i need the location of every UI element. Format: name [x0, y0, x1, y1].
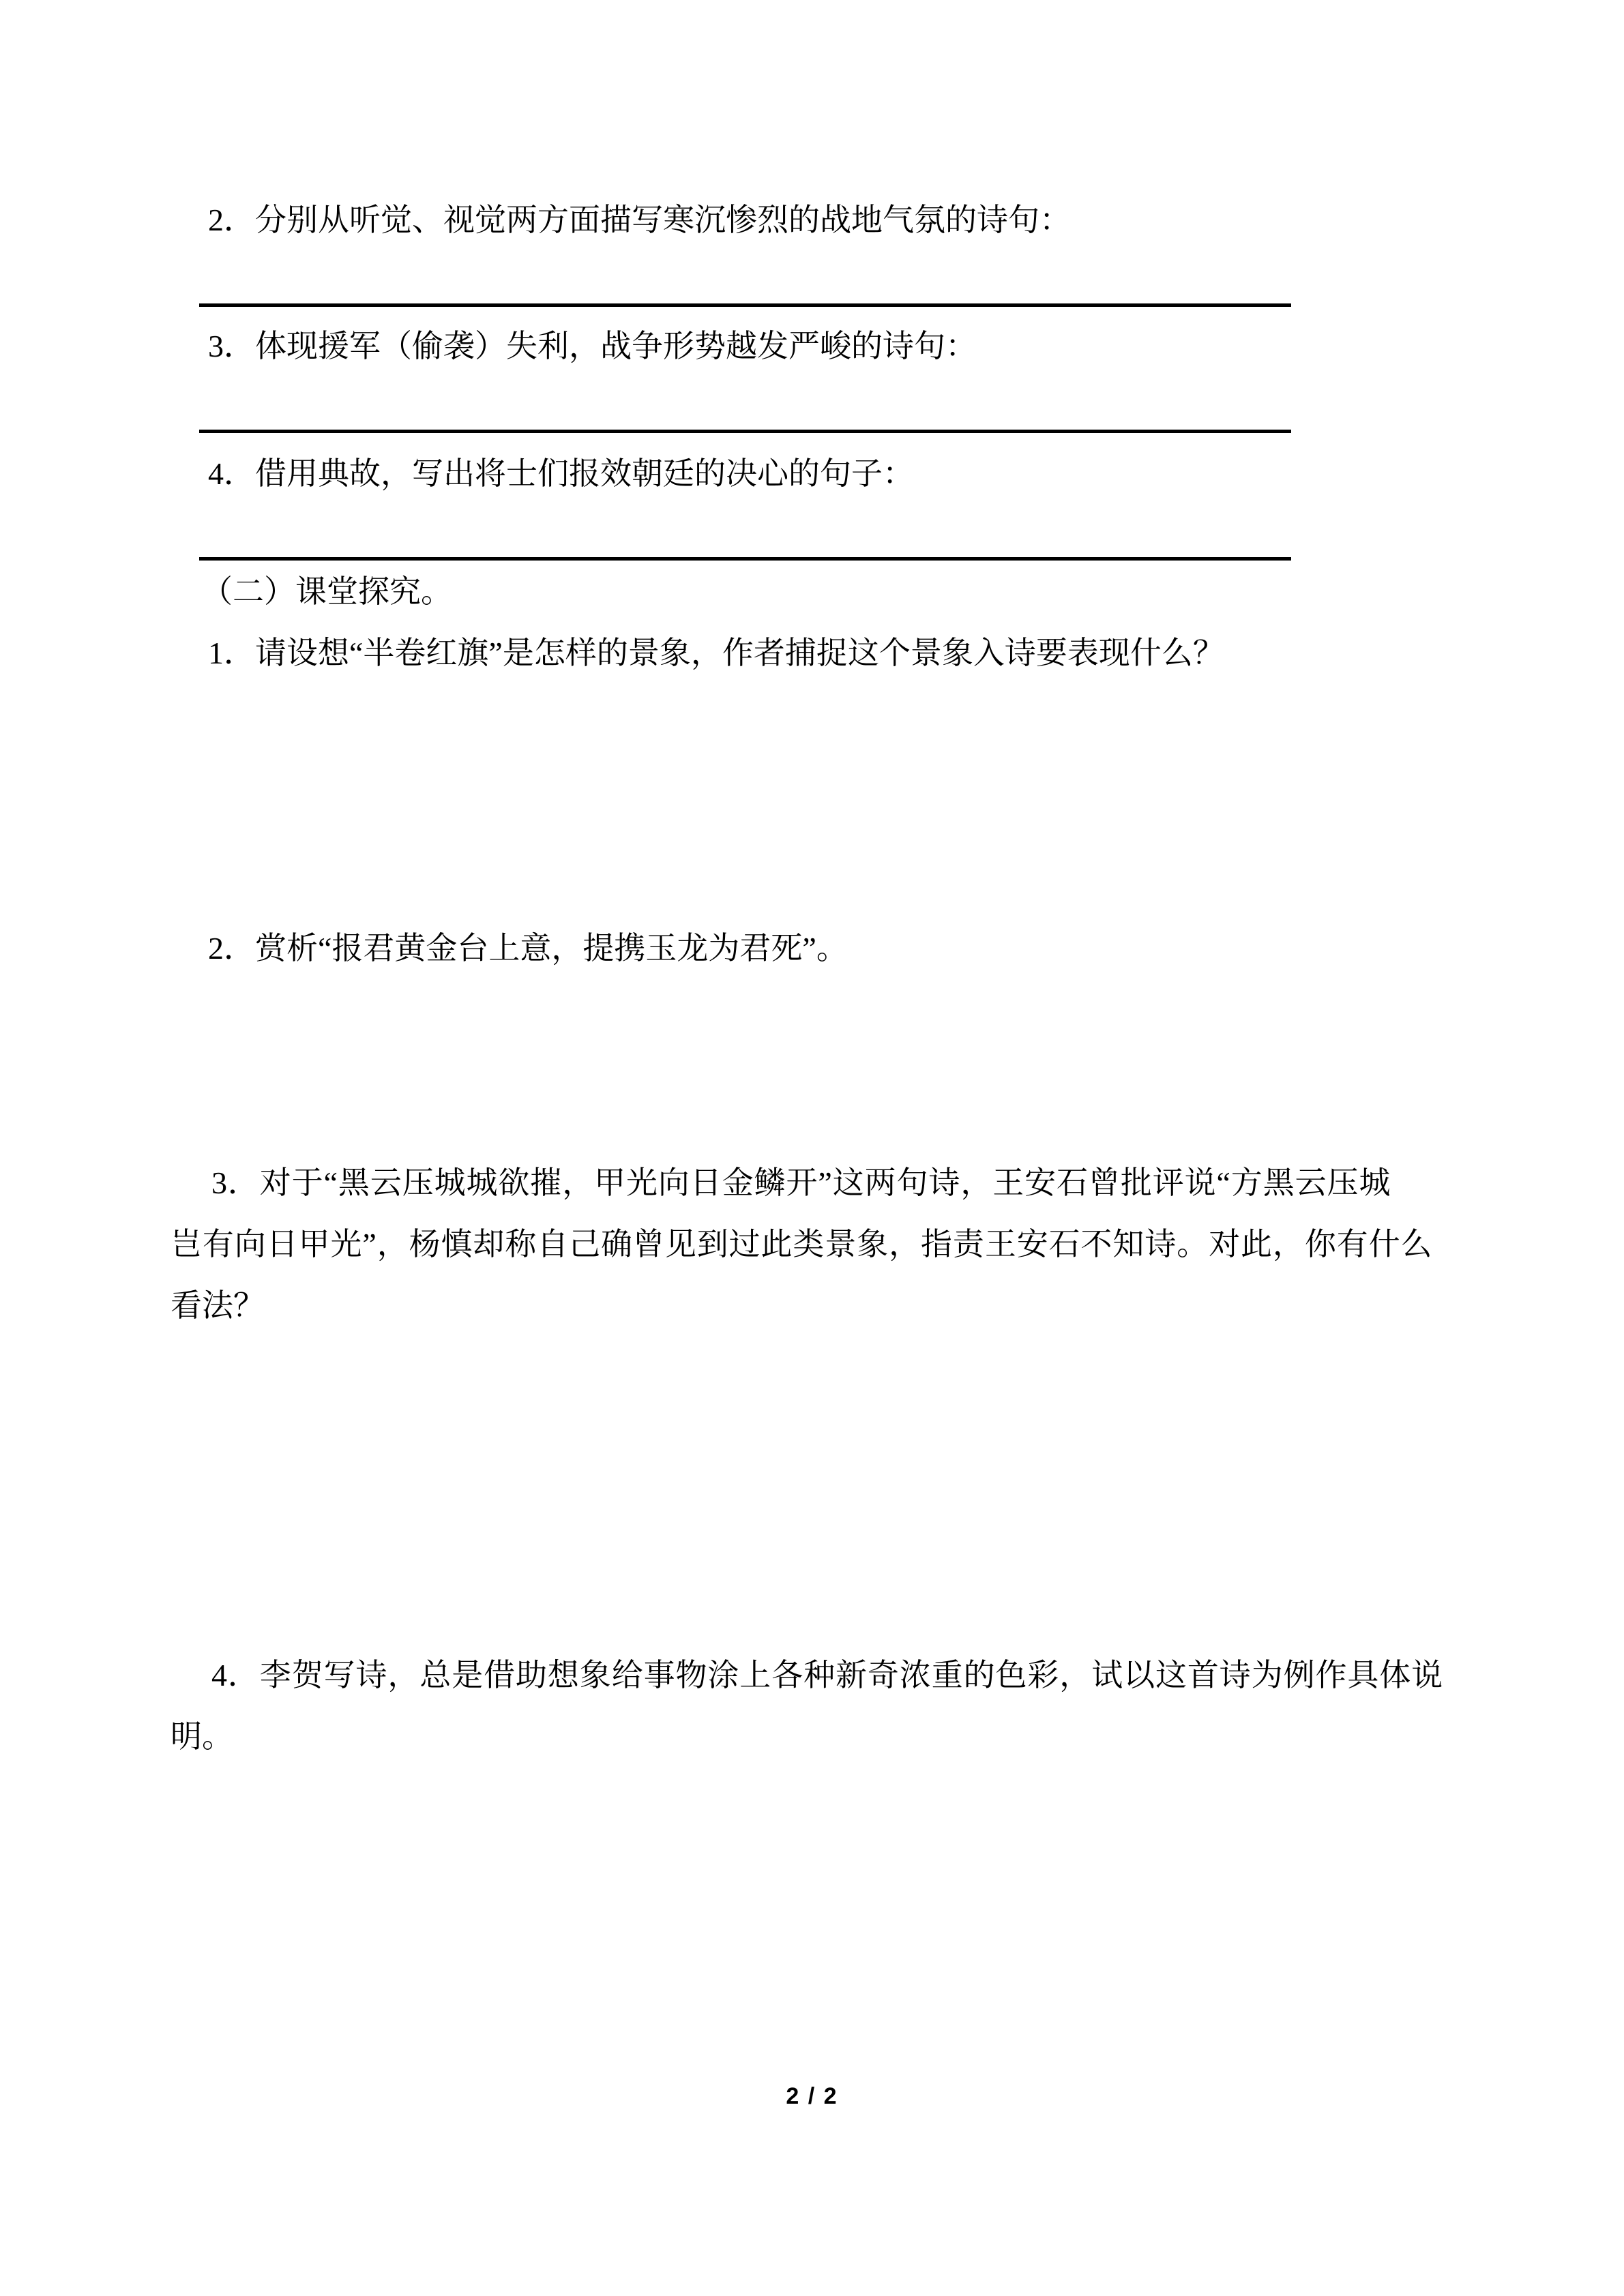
explore-question-4: [171, 1645, 1444, 1768]
fill-in-question-3-prompt: 3．体现援军（偷袭）失利，战争形势越发严峻的诗句：: [208, 329, 977, 363]
explore-question-3: [171, 1152, 1433, 1337]
fill-in-question-2-prompt: 2．分别从听觉、视觉两方面描写寒沉惨烈的战地气氛的诗句：: [208, 203, 1071, 237]
answer-rule-4[interactable]: [199, 557, 1291, 561]
fill-in-question-4: [171, 458, 1293, 567]
explore-question-3-line-2: 岂有向日甲光”，杨慎却称自己确曾见到过此类景象，指责王安石不知诗。对此，你有什么: [171, 1227, 1433, 1262]
fill-in-question-3: [171, 331, 1293, 440]
explore-question-1: 1．请设想“半卷红旗”是怎样的景象，作者捕捉这个景象入诗要表现什么？: [208, 636, 1224, 670]
page-number-footer: 2 / 2: [786, 2083, 838, 2109]
explore-question-3-line-1: 3．对于“黑云压城城欲摧，甲光向日金鳞开”这两句诗，王安石曾批评说“方黑云压城: [211, 1165, 1391, 1200]
section-heading-classroom-inquiry: （二）课堂探究。: [201, 574, 452, 609]
explore-question-4-line-2: 明。: [171, 1719, 233, 1754]
explore-question-4-line-1: 4．李贺写诗，总是借助想象给事物涂上各种新奇浓重的色彩，试以这首诗为例作具体说: [211, 1658, 1444, 1693]
fill-in-question-2: [171, 205, 1293, 314]
answer-rule-3[interactable]: [199, 430, 1291, 433]
answer-rule-2[interactable]: [199, 303, 1291, 307]
fill-in-question-4-prompt: 4．借用典故，写出将士们报效朝廷的决心的句子：: [208, 456, 914, 491]
explore-question-3-line-3: 看法？: [171, 1288, 265, 1323]
explore-question-2: 2．赏析“报君黄金台上意，提携玉龙为君死”。: [208, 931, 848, 966]
